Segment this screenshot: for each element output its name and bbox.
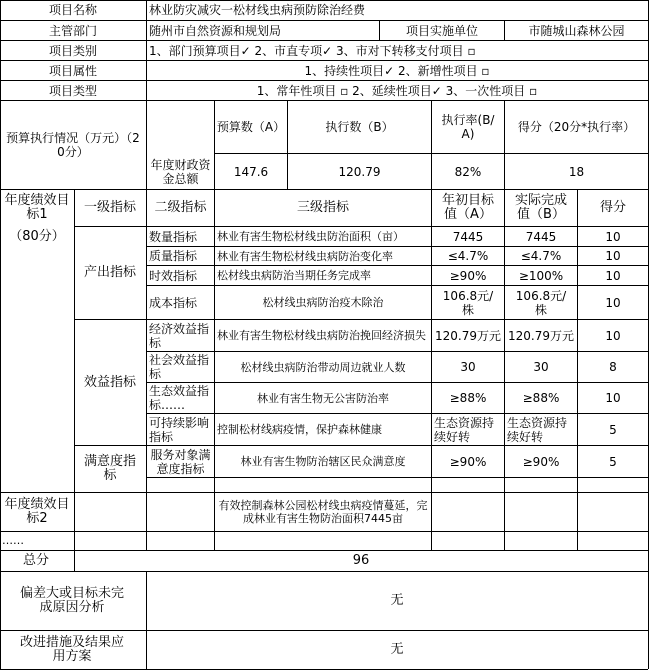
actual-cell: 120.79万元 bbox=[508, 328, 574, 343]
unit-value: 市随城山森林公园 bbox=[528, 23, 625, 38]
score-cell: 10 bbox=[605, 268, 621, 283]
score-cell: 5 bbox=[609, 454, 617, 469]
l2-cell: 时效指标 bbox=[149, 268, 198, 283]
budget-section-label: 预算执行情况（万元）（20分） bbox=[6, 131, 140, 159]
target-cell: 120.79万元 bbox=[435, 328, 501, 343]
actual-cell: 106.8元/株 bbox=[515, 288, 567, 317]
l2-cell: 经济效益指标 bbox=[149, 321, 210, 350]
l3-cell: 林业有害生物防治辖区民众满意度 bbox=[240, 455, 406, 468]
improvement-value: 无 bbox=[390, 642, 404, 657]
goal2-text: 有效控制森林公园松材线虫病疫情蔓延，完成林业有害生物防治面积7445亩 bbox=[218, 499, 428, 525]
actual-cell: ≤4.7% bbox=[520, 249, 562, 263]
type-label: 项目类型 bbox=[48, 83, 97, 98]
actual-cell: 30 bbox=[533, 360, 549, 374]
l3-cell: 林业有害生物松材线虫防治面积（亩） bbox=[217, 230, 404, 243]
actual-header: 实际完成值（B） bbox=[514, 193, 567, 222]
project-name-value: 林业防灾减灾一松材线虫病预防除治经费 bbox=[149, 3, 366, 17]
target-header: 年初目标值（A） bbox=[441, 193, 494, 222]
actual-cell: ≥88% bbox=[522, 391, 560, 405]
satisfaction-indicator-label: 满意度指标 bbox=[83, 454, 136, 483]
l3-cell: 林业有害生物松材线虫病防治变化率 bbox=[217, 249, 393, 263]
benefit-indicator-label: 效益指标 bbox=[83, 374, 136, 390]
score-cell: 5 bbox=[609, 422, 617, 437]
score-cell: 10 bbox=[605, 391, 621, 405]
category-label: 项目类别 bbox=[48, 43, 97, 58]
score-cell: 8 bbox=[609, 360, 617, 374]
l2-cell: 可持续影响指标 bbox=[149, 415, 210, 444]
l3-cell: 松材线虫病防治当期任务完成率 bbox=[217, 269, 371, 282]
l2-cell: 成本指标 bbox=[149, 295, 198, 310]
score-cell: 10 bbox=[605, 229, 621, 244]
improvement-label: 改进措施及结果应用方案 bbox=[20, 635, 124, 664]
dept-value: 随州市自然资源和规划局 bbox=[149, 23, 282, 38]
level1-header: 一级指标 bbox=[83, 200, 136, 215]
target-cell: ≥88% bbox=[449, 391, 487, 405]
total-value: 96 bbox=[352, 553, 370, 568]
actual-cell: 生态资源持续好转 bbox=[507, 415, 568, 444]
score-cell: 10 bbox=[605, 249, 621, 263]
category-value: 1、部门预算项目✓ 2、市直专项✓ 3、市对下转移支付项目 ▫ bbox=[149, 43, 476, 58]
goal2-label: 年度绩效目标2 bbox=[4, 497, 70, 526]
l3-cell: 松材线虫病防治疫木除治 bbox=[262, 296, 384, 309]
target-cell: 7445 bbox=[452, 229, 484, 244]
score-value: 18 bbox=[568, 164, 585, 179]
target-cell: 106.8元/株 bbox=[442, 288, 494, 317]
target-cell: 30 bbox=[460, 360, 476, 374]
score-header: 得分（20分*执行率） bbox=[517, 120, 636, 134]
l2-cell: 社会效益指标 bbox=[149, 353, 210, 381]
ellipsis-row: …… bbox=[2, 534, 24, 547]
project-name-label: 项目名称 bbox=[48, 3, 97, 17]
deviation-label: 偏差大或目标未完成原因分析 bbox=[20, 586, 124, 615]
attribute-value: 1、持续性项目✓ 2、新增性项目 ▫ bbox=[304, 63, 490, 78]
l3-cell: 林业有害生物松材线虫病防治挽回经济损失 bbox=[217, 329, 426, 342]
l3-cell: 林业有害生物无公害防治率 bbox=[257, 391, 389, 405]
total-label: 总分 bbox=[22, 553, 49, 568]
actual-cell: ≥100% bbox=[518, 268, 564, 283]
attribute-label: 项目属性 bbox=[48, 63, 97, 78]
fiscal-funds-label: 年度财政资金总额 bbox=[150, 157, 211, 186]
rate-header: 执行率(B/A) bbox=[441, 113, 495, 141]
level3-header: 三级指标 bbox=[296, 200, 349, 215]
l2-cell: 质量指标 bbox=[149, 249, 198, 263]
exec-value: 120.79 bbox=[338, 164, 381, 179]
target-cell: 生态资源持续好转 bbox=[434, 415, 495, 444]
dept-label: 主管部门 bbox=[48, 23, 97, 38]
deviation-value: 无 bbox=[390, 593, 404, 608]
goal1-points: （80分） bbox=[9, 229, 65, 244]
exec-header: 执行数（B） bbox=[325, 120, 394, 134]
unit-label: 项目实施单位 bbox=[405, 23, 478, 38]
budget-value: 147.6 bbox=[233, 164, 269, 179]
level2-header: 二级指标 bbox=[154, 200, 207, 215]
score-col-header: 得分 bbox=[599, 200, 626, 215]
rate-value: 82% bbox=[454, 164, 482, 179]
l2-cell: 服务对象满意度指标 bbox=[150, 447, 211, 476]
l2-cell: 数量指标 bbox=[149, 229, 198, 244]
score-cell: 10 bbox=[605, 328, 621, 343]
actual-cell: 7445 bbox=[525, 229, 557, 244]
target-cell: ≥90% bbox=[449, 454, 487, 469]
type-value: 1、常年性项目 ▫ 2、延续性项目✓ 3、一次性项目 ▫ bbox=[256, 83, 538, 98]
output-indicator-label: 产出指标 bbox=[83, 265, 136, 280]
l3-cell: 松材线虫病防治带动周边就业人数 bbox=[240, 360, 406, 374]
target-cell: ≤4.7% bbox=[447, 249, 489, 263]
l2-cell: 生态效益指标…… bbox=[149, 384, 210, 412]
target-cell: ≥90% bbox=[449, 268, 487, 283]
l3-cell: 控制松材线病疫情，保护森林健康 bbox=[217, 423, 382, 436]
budget-header: 预算数（A） bbox=[216, 120, 286, 134]
actual-cell: ≥90% bbox=[522, 454, 560, 469]
goal1-label: 年度绩效目标1 bbox=[4, 193, 70, 222]
score-cell: 10 bbox=[605, 295, 621, 310]
